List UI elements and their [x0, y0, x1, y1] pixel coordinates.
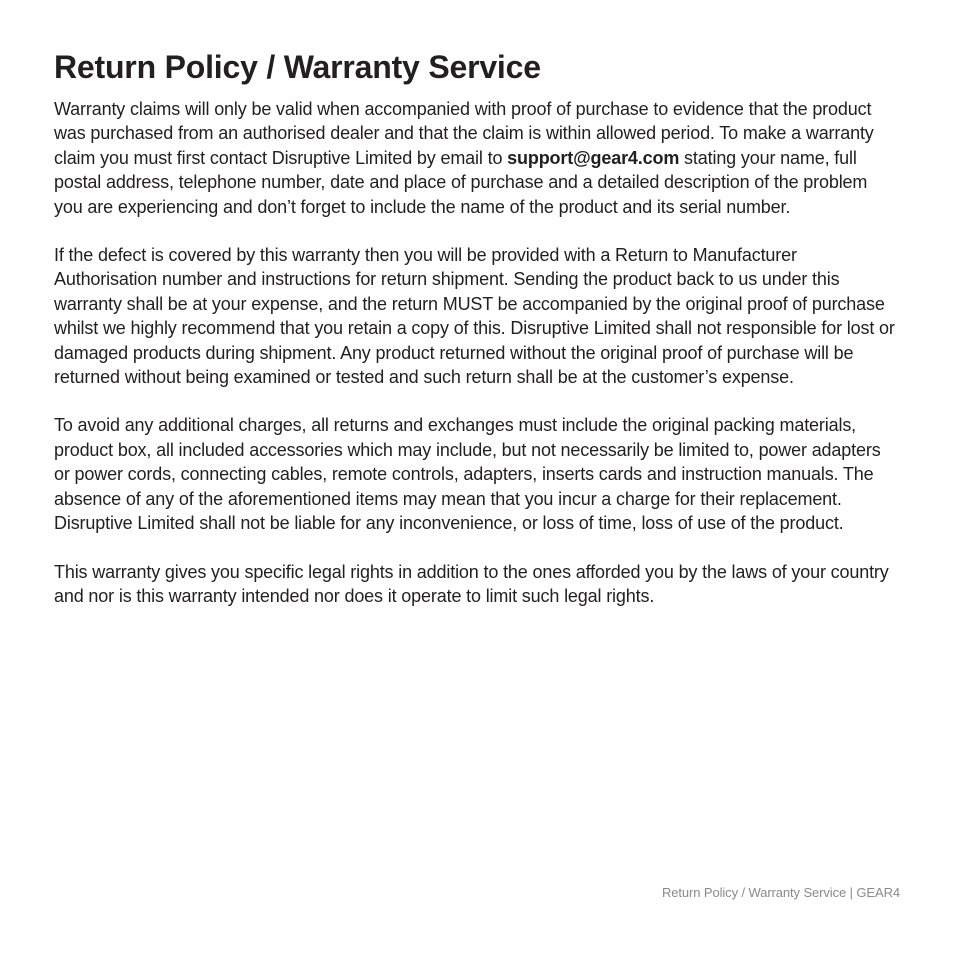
- support-email: support@gear4.com: [507, 147, 680, 168]
- paragraph-1-text-before-email: Warranty claims will only be valid when accompanied with proof of purchase to evidence that the product was purchased from an authorised dealer and that the claim is within allowed period. To make a warranty claim you must first contact Disruptive Limited by email to: [54, 99, 874, 168]
- page-footer: Return Policy / Warranty Service | GEAR4: [661, 885, 900, 900]
- document-page: [54, 46, 900, 632]
- paragraph-1-text-after-email: stating your name, full postal address, telephone number, date and place of purchase and a detailed description of the problem you are experiencing and don’t forget to include the name of the product and its serial number.: [54, 147, 868, 217]
- warranty-claims-paragraph: [54, 97, 900, 219]
- page-title: Return Policy / Warranty Service: [54, 49, 541, 85]
- legal-rights-paragraph: This warranty gives you specific legal rights in addition to the ones afforded you by the laws of your country and nor is this warranty intended nor does it operate to limit such legal rights.: [54, 561, 889, 606]
- defect-return-paragraph: If the defect is covered by this warranty then you will be provided with a Return to Manufacturer Authorisation number and instructions for return shipment. Sending the product back to us under this warranty shall be at your expense, and the return MUST be accompanied by the original proof of purchase whilst we highly recommend that you retain a copy of this. Disruptive Limited shall not responsible for lost or damaged products during shipment. Any product returned without the original proof of purchase will be returned without being examined or tested and such return shall be at the customer’s expense.: [54, 245, 895, 388]
- additional-charges-paragraph: To avoid any additional charges, all returns and exchanges must include the original packing materials, product box, all included accessories which may include, but not necessarily be limited to, power adapters or power cords, connecting cables, remote controls, adapters, inserts cards and instruction manuals. The absence of any of the aforementioned items may mean that you incur a charge for their replacement. Disruptive Limited shall not be liable for any inconvenience, or loss of time, loss of use of the product.: [54, 415, 881, 534]
